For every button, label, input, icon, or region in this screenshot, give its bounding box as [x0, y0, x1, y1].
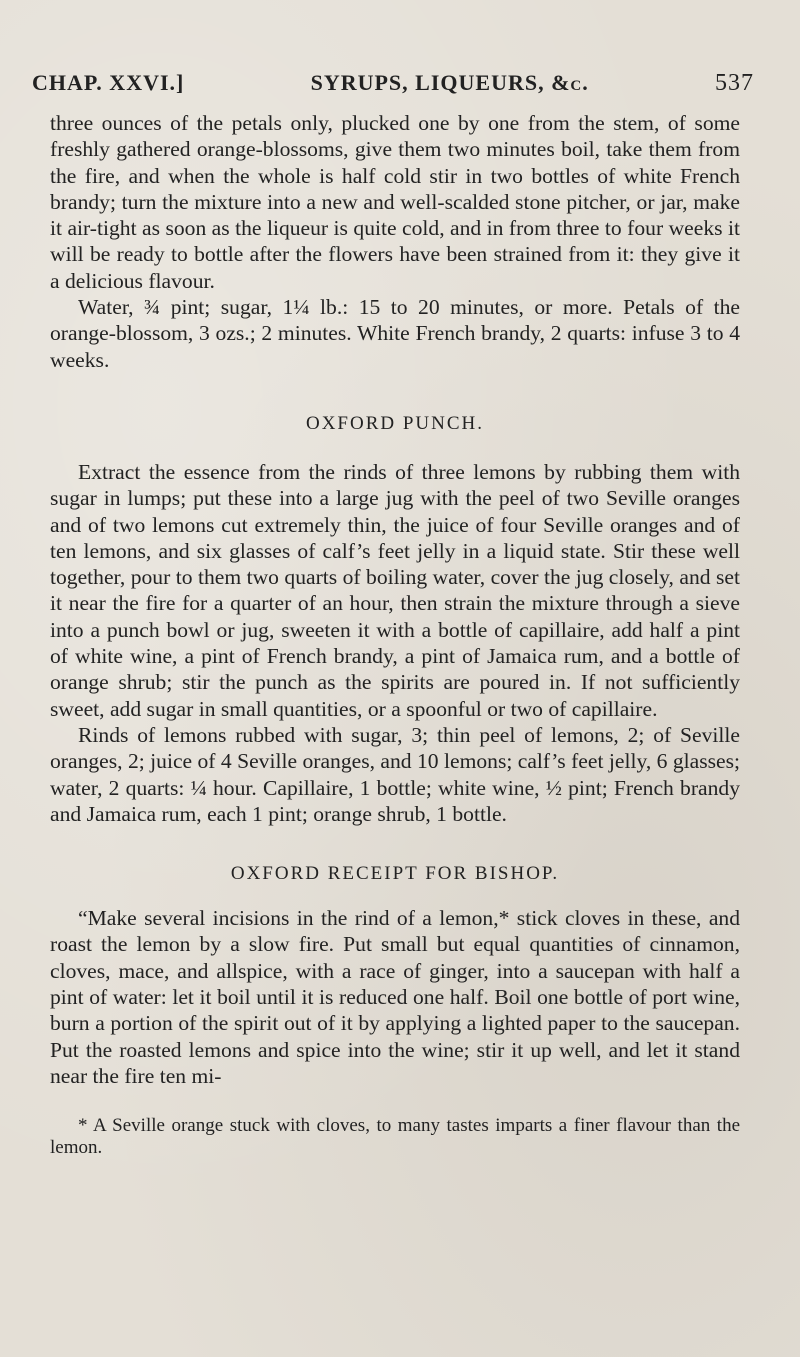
chapter-label: CHAP. XXVI.]: [32, 70, 185, 95]
footnote: * A Seville orange stuck with cloves, to many tastes imparts a finer flavour than the lemon.: [50, 1115, 740, 1159]
section-title: SYRUPS, LIQUEURS, &c.: [310, 70, 589, 95]
oxford-bishop-heading: OXFORD RECEIPT FOR BISHOP.: [230, 863, 560, 885]
oxford-bishop-paragraph: “Make several incisions in the rind of a lemon,* stick cloves in these, and roast the lemon by a slow fire. Put small but equal quantities of cinnamon, cloves, mace, and allspice, with a race of ginger, into a saucepan with half a pint of water: let it boil until it is reduced one half. Boil one bottle of port wine, burn a portion of the spirit out of it by applying a lighted paper to the saucepan. Put the roasted lemons and spice into the wine; stir it up well, and let it stand near the fire ten mi-: [50, 906, 740, 1088]
intro-summary: Water, ¾ pint; sugar, 1¼ lb.: 15 to 20 minutes, or more. Petals of the orange-blossom, 3 ozs.; 2 minutes. White French brandy, 2 quarts: infuse 3 to 4 weeks.: [50, 295, 740, 372]
oxford-punch-heading: OXFORD PUNCH.: [305, 412, 485, 434]
intro-paragraph: three ounces of the petals only, plucked one by one from the stem, of some freshly gathered orange-blossoms, give them two minutes boil, take them from the fire, and when the whole is half cold stir in two bottles of white French brandy; turn the mixture into a new and well-scalded stone pitcher, or jar, make it air-tight as soon as the liqueur is quite cold, and in from three to four weeks it will be ready to bottle after the flowers have been strained from it: they give it a delicious flavour.: [50, 111, 740, 293]
oxford-punch-paragraph: Extract the essence from the rinds of three lemons by rubbing them with sugar in lumps; put these into a large jug with the peel of two Seville oranges and of two lemons cut extremely thin, the juice of four Seville oranges and of ten lemons, and six glasses of calf’s feet jelly in a liquid state. Stir these well together, pour to them two quarts of boiling water, cover the jug closely, and set it near the fire for a quarter of an hour, then strain the mixture through a sieve into a punch bowl or jug, sweeten it with a bottle of capillaire, add half a pint of white wine, a pint of French brandy, a pint of Jamaica rum, and a bottle of orange shrub; stir the punch as the spirits are poured in. If not sufficiently sweet, add sugar in small quantities, or a spoonful or two of capillaire.: [50, 459, 740, 721]
book-page: [32, 70, 754, 1178]
running-head: [32, 70, 754, 110]
page-number: 537: [714, 70, 754, 96]
oxford-punch-summary: Rinds of lemons rubbed with sugar, 3; thin peel of lemons, 2; of Seville oranges, 2; juice of 4 Seville oranges, and 10 lemons; calf’s feet jelly, 6 glasses; water, 2 quarts: ¼ hour. Capillaire, 1 bottle; white wine, ½ pint; French brandy and Jamaica rum, each 1 pint; orange shrub, 1 bottle.: [50, 722, 741, 826]
